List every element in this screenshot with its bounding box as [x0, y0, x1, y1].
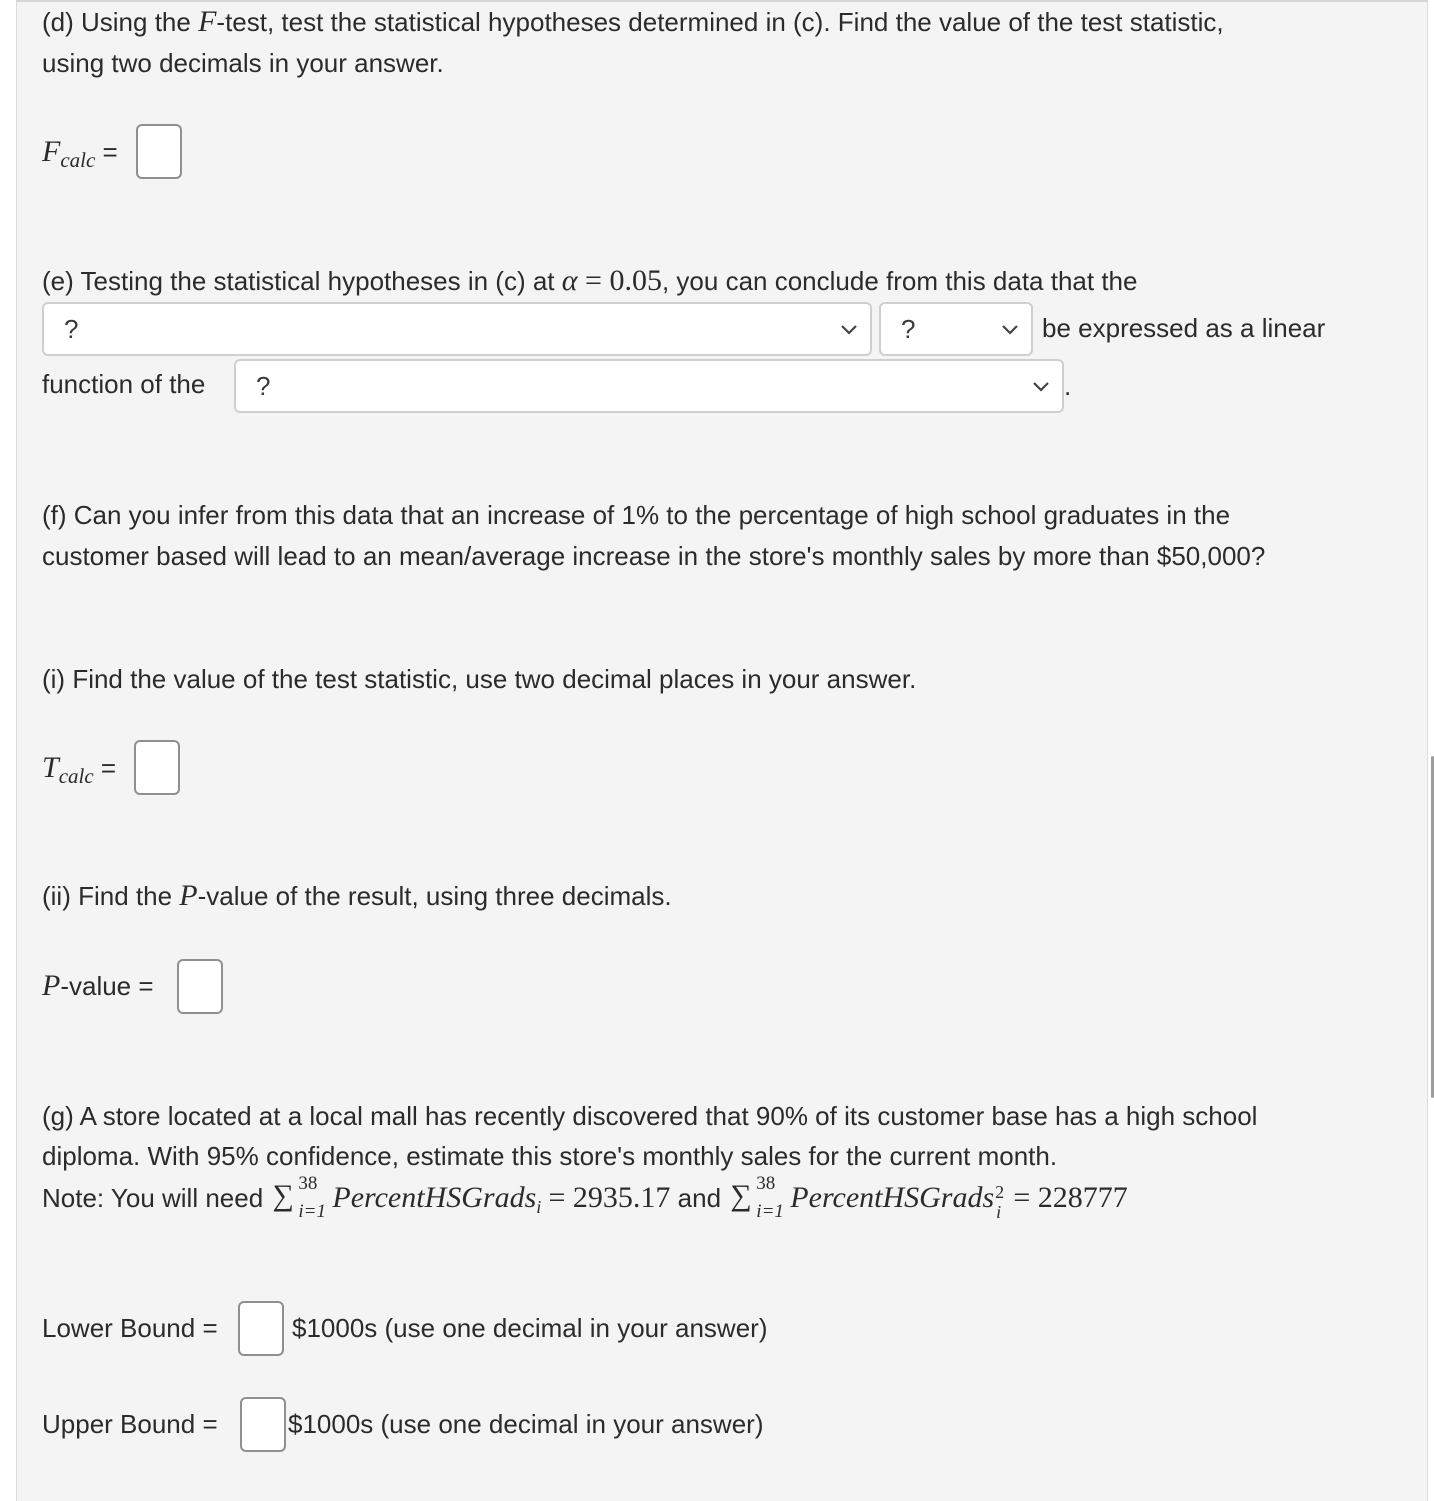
conclusion-select-1-value: ?	[64, 314, 79, 344]
conclusion-select-2-value: ?	[901, 314, 916, 344]
f-calc-sub: calc	[60, 148, 96, 172]
sum-value-2: = 228777	[1013, 1181, 1128, 1214]
part-g-prompt-line-2: diploma. With 95% confidence, estimate this store's monthly sales for the current month.	[42, 1141, 1058, 1171]
p-value-label	[42, 970, 154, 1002]
chevron-down-icon	[840, 322, 858, 336]
upper-bound-unit-note: $1000s (use one decimal in your answer)	[288, 1409, 764, 1439]
upper-bound-label: Upper Bound =	[42, 1409, 218, 1439]
t-calc-label	[42, 752, 116, 786]
sum-lower-2: i=1	[756, 1201, 784, 1222]
var-name-1: PercentHSGrads	[332, 1181, 537, 1214]
part-e-line-2-prefix: function of the	[42, 369, 206, 399]
summation-2	[728, 1173, 790, 1222]
summation-1	[270, 1173, 332, 1222]
var-name-2: PercentHSGrads	[790, 1181, 995, 1214]
chevron-down-icon	[1032, 379, 1050, 393]
part-d-prompt-line-2: using two decimals in your answer.	[42, 48, 444, 78]
conclusion-select-3-value: ?	[256, 371, 271, 401]
and-text: and	[677, 1183, 722, 1213]
sub-ii-text-a: (ii) Find the	[42, 881, 180, 911]
f-calc-input[interactable]	[136, 124, 182, 179]
f-calc-equals: =	[102, 137, 118, 167]
var-square-2: 2	[995, 1182, 1005, 1202]
sub-ii-text-b: -value of the result, using three decimals.	[197, 881, 672, 911]
t-calc-input[interactable]	[134, 740, 180, 795]
panel-top-border	[16, 0, 1428, 2]
part-f-prompt-line-2: customer based will lead to an mean/average increase in the store's monthly sales by more than $50,000?	[42, 541, 1266, 571]
part-g-prompt-line-1: (g) A store located at a local mall has recently discovered that 90% of its customer base has a high school	[42, 1101, 1258, 1131]
sum-symbol-2: ∑	[730, 1179, 752, 1212]
lower-bound-input[interactable]	[238, 1301, 284, 1356]
sum-symbol-1: ∑	[272, 1179, 294, 1212]
alpha-comma: ,	[661, 266, 670, 296]
sum-upper-2: 38	[756, 1173, 776, 1194]
f-symbol: F	[198, 5, 217, 38]
conclusion-select-2[interactable]	[879, 302, 1033, 356]
lower-bound-unit-note: $1000s (use one decimal in your answer)	[292, 1313, 768, 1343]
sum-upper-1: 38	[298, 1173, 318, 1194]
part-f-sub-ii-prompt	[42, 880, 672, 912]
f-calc-label	[42, 136, 118, 170]
part-e-suffix: you can conclude from this data that the	[676, 266, 1138, 296]
t-calc-sub: calc	[58, 764, 94, 788]
part-e-prompt-line-1	[42, 265, 1137, 297]
sum-lower-1: i=1	[298, 1201, 327, 1222]
part-g-note	[42, 1173, 1128, 1222]
alpha-symbol: α	[561, 264, 578, 297]
p-symbol: P	[179, 879, 198, 912]
t-calc-equals: =	[100, 753, 117, 783]
part-d-prompt-line-1	[42, 6, 1224, 38]
t-calc-var: T	[42, 751, 59, 784]
var-sub-1: i	[536, 1197, 542, 1217]
lower-bound-label: Lower Bound =	[42, 1313, 218, 1343]
p-value-label-rest: -value =	[60, 971, 154, 1001]
part-f-prompt-line-1: (f) Can you infer from this data that an increase of 1% to the percentage of high school graduates in the	[42, 500, 1231, 530]
conclusion-select-1[interactable]	[42, 302, 872, 356]
part-e-after-select: be expressed as a linear	[1042, 313, 1326, 343]
var-sub-2: i	[996, 1202, 1002, 1222]
sum-value-1: = 2935.17	[548, 1181, 671, 1214]
var-sup-sub-2	[994, 1182, 1006, 1222]
f-calc-var: F	[42, 135, 61, 168]
upper-bound-input[interactable]	[240, 1397, 286, 1452]
question-panel	[16, 0, 1428, 1501]
p-value-input[interactable]	[177, 959, 223, 1014]
p-value-var: P	[42, 969, 61, 1002]
alpha-expression: α = 0.05	[561, 264, 662, 297]
part-d-text-a: (d) Using the	[42, 7, 199, 37]
chevron-down-icon	[1001, 322, 1019, 336]
part-d-text-b: -test, test the statistical hypotheses determined in (c). Find the value of the test statistic,	[216, 7, 1224, 37]
note-prefix: Note: You will need	[42, 1183, 264, 1213]
part-e-period: .	[1064, 371, 1072, 401]
conclusion-select-3[interactable]	[234, 359, 1064, 413]
part-e-prefix: (e) Testing the statistical hypotheses in (c) at	[42, 266, 555, 296]
part-f-sub-i-prompt: (i) Find the value of the test statistic, use two decimal places in your answer.	[42, 664, 917, 694]
